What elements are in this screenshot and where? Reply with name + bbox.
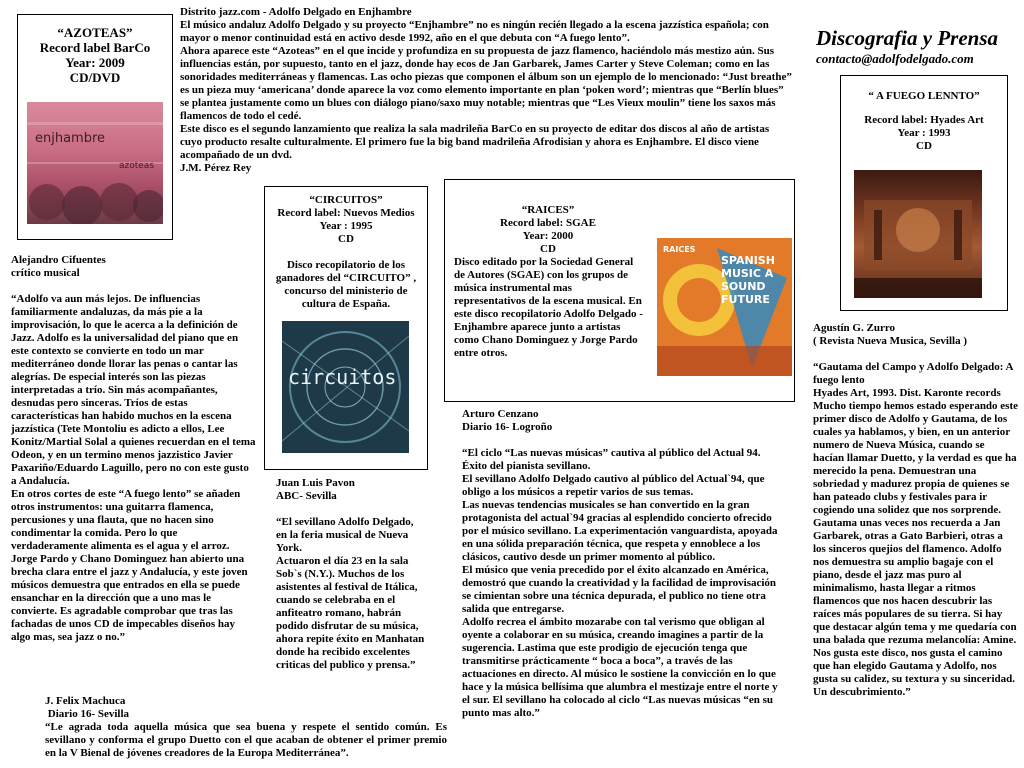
azoteas-format: CD/DVD <box>69 70 121 85</box>
raices-label: Record label: SGAE <box>500 217 596 229</box>
circuitos-title: “CIRCUITOS” <box>309 194 383 206</box>
raices-title: “RAICES” <box>521 204 575 216</box>
circuitos-card <box>264 186 428 470</box>
fuego-year: Year : 1993 <box>897 127 951 139</box>
machuca-author: J. Felix Machuca <box>45 695 126 707</box>
azoteas-card <box>17 14 173 240</box>
azoteas-label: Record label BarCo <box>39 40 151 55</box>
fuego-lento-card <box>840 75 1008 311</box>
raices-cover-image <box>657 238 792 376</box>
fuego-label: Record label: Hyades Art <box>864 114 984 126</box>
raices-format: CD <box>540 243 556 255</box>
contact-email[interactable]: contacto@adolfodelgado.com <box>816 51 974 66</box>
azoteas-cover-image <box>27 102 163 224</box>
review-machuca <box>45 695 447 760</box>
circuitos-year: Year : 1995 <box>319 220 373 232</box>
fuego-title: “ A FUEGO LENNTO” <box>868 90 980 102</box>
circuitos-label: Record label: Nuevos Medios <box>277 207 415 219</box>
raices-cover-text: SPANISH MUSIC A SOUND FUTURE <box>721 254 775 306</box>
review-cifuentes: Alejandro Cifuentes crítico musical “Adolfo va aun más lejos. De influencias familiarmente andaluzas, da más pie a la improvisación, lo que le acerca a la definición de Jazz. Adolfo es la universalidad del piano que en este contexto se convierte en todo un mar mediterráneo donde llorar las penas o cantar las alegrías. De especial interés son las piezas interpretadas a trío. Sin más acompañantes, desnudas pero sinceras. Tríos de estas características han habido muchos en la escena jazzística (Tete Montoliu es adicto a ellos, Lee Konitz/Martial Solal a quienes recuerdan en el tema Odeon, y en un termino menos jazzistico Javier Paxariño/Eduardo Laguillo, pero no con este gusto a Andalucía. En otros cortes de este “A fuego lento” se añaden otros instrumentos: una guitarra flamenca, percusiones y una flauta, que no hacen sino condimentar la comida. Pero lo que verdaderamente alimenta es el agua y el arroz. Jorge Pardo y Chano Dominguez han abierto una brecha clara entre el jazz y Andalucía, y este joven músicos demuestra que entrados en ella se puede ensanchar en la dirección que a uno mas le convierte. Es agradable comprobar que tras las fachadas de unos CD de impecables diseños hay algo mas, sea jazz o no.” <box>11 254 256 643</box>
raices-card <box>444 179 795 402</box>
page-title: Discografia y Prensa <box>816 26 998 50</box>
circuitos-description: Disco recopilatorio de los ganadores del “CIRCUITO” , concurso del ministerio de cultura de España. <box>275 259 417 310</box>
azoteas-title: “AZOTEAS” <box>57 25 133 40</box>
article-distrito-jazz: Distrito jazz.com - Adolfo Delgado en Enjhambre El músico andaluz Adolfo Delgado y su proyecto “Enjhambre” no es ningún recién llegado a la escena jazzística española; con mayor o menor continuidad está en activo desde 1992, año en el que debuta con “A fuego lento”. Ahora aparece este “Azoteas” en el que incide y profundiza en su propuesta de jazz flamenco, haciéndolo más mestizo aún. Sus influencias están, por supuesto, tanto en el jazz, donde hay ecos de Jan Garbarek, James Carter y Steve Coleman; como en las sonoridades mediterráneas y flamencas. Las ocho piezas que componen el álbum son un ejemplo de lo mencionado: “Just breathe” es un pieza muy ‘americana’ donde aparece la voz como elemento importante en plan ‘poken word’; mientras que “Berlín blues” se plantea justamente como un blues con diálogo piano/saxo muy notable; mientras que “Les Vieux moulin” tiene los saxos más flamencos de todo el cedé. Este disco es el segundo lanzamiento que realiza la sala madrileña BarCo en su proyecto de editar dos discos al año de artistas cuyo producto resalte culturalmente. El primero fue la big band madrileña Afrodisian y ahora es Enjhambre. El disco viene acompañado de un dvd. J.M. Pérez Rey <box>180 6 792 174</box>
azoteas-cover-title: enjhambre <box>35 131 106 146</box>
circuitos-cover-text: circuitos <box>288 365 397 389</box>
raices-cover-tag: RAICES <box>663 245 696 254</box>
machuca-source: Diario 16- Sevilla <box>45 708 130 720</box>
raices-description: Disco editado por la Sociedad General de Autores (SGAE) con los grupos de música instrumental mas representativos de la escena musical. En este disco recopilatorio Adolfo Delgado - Enjhambre aparece junto a artistas como Chano Dominguez y Jorge Pardo entre otros. <box>454 256 643 359</box>
review-cenzano: Arturo Cenzano Diario 16- Logroño “El ciclo “Las nuevas músicas” cautiva al público del Actual 94. Éxito del pianista sevillano. El sevillano Adolfo Delgado cautivo al público del Actual`94, que obligo a los músicos a repetir varios de sus temas. Las nuevas tendencias musicales se han convertido en la gran protagonista del actual`94 gracias al esplendido concierto ofrecido por el músico sevillano. La experimentación vanguardista, apoyada en una sólida preparación técnica, que respeta y ennoblece a los clásicos, cautivo desde un primer momento al público. El músico que venia precedido por el éxito alcanzado en América, demostró que cuando la creatividad y la facilidad de improvisación se cimientan sobre una técnica depurada, el publico no tiene otra salida que entregarse. Adolfo recrea el ámbito mozarabe con tal verismo que obligan al oyente a colaborar en su música, creando imagines a partir de la sugerencia. Lastima que este prodigio de ejecución tenga que transmitirse prácticamente “ boca a boca”, a través de las actuaciones en directo. Al músico le sostiene la convicción en lo que hace y la música bellísima que alumbra el mestizaje entre el norte y el sur. El sevillano ha colocado al ciclo “Las nuevas músicas “en su punto mas alto.” <box>462 408 778 719</box>
review-zurro: Agustín G. Zurro ( Revista Nueva Musica, Sevilla ) “Gautama del Campo y Adolfo Delgado: A fuego lento Hyades Art, 1993. Dist. Karonte records Mucho tiempo hemos estado esperando este primer disco de Adolfo y Gautama, de los cuales ya hablamos, y bien, en un anterior numero de Nueva Música, cuando se hacían llamar Duetto, y la verdad es que ha merecido la pena. Demuestran una sobriedad y madurez propia de quienes se han pateado clubs y festivales para ir cogiendo una solidez que nos sorprende. Gautama unas veces nos recuerda a Jan Garbarek, otras a Gato Barbieri, otras a los sinceros quejios del flamenco. Adolfo nos demuestra su amplio bagaje con el piano, desde el jazz mas puro al minimalismo, hasta llegar a ritmos flamencos que nos hacen descubrir las raíces más populares de su tierra. Si hay que destacar algún tema y me quedaría con una balada que rezuma melancolía: Amine. Nos gusta este disco, nos gusta el camino que han elegido Gautama y Adolfo, nos gusta su calidez, su textura y su sinceridad. Un descubrimiento.” <box>813 322 1019 698</box>
fuego-cover-image <box>854 170 982 298</box>
circuitos-cover-image <box>282 321 409 453</box>
review-pavon: Juan Luis Pavon ABC- Sevilla “El sevillano Adolfo Delgado, en la feria musical de Nueva York. Actuaron el día 23 en la sala Sob`s (N.Y.). Muchos de los asistentes al festival de Itálica, cuando se celebraba en el anfiteatro romano, habrán podido disfrutar de su música, ahora repite éxito en Manhatan donde ha recibido excelentes criticas del publico y prensa.” <box>276 477 425 671</box>
fuego-format: CD <box>916 140 932 152</box>
azoteas-year: Year: 2009 <box>65 55 125 70</box>
raices-year: Year: 2000 <box>522 230 574 242</box>
azoteas-cover-subtitle: azoteas <box>119 161 155 171</box>
machuca-quote: “Le agrada toda aquella música que sea buena y respete el sentido común. Es sevillano y conforma el grupo Duetto con el que acaban de obtener el primer premio en la V Bienal de jóvenes creadores de la Europa Mediterránea”. <box>45 721 447 759</box>
circuitos-format: CD <box>338 233 354 245</box>
